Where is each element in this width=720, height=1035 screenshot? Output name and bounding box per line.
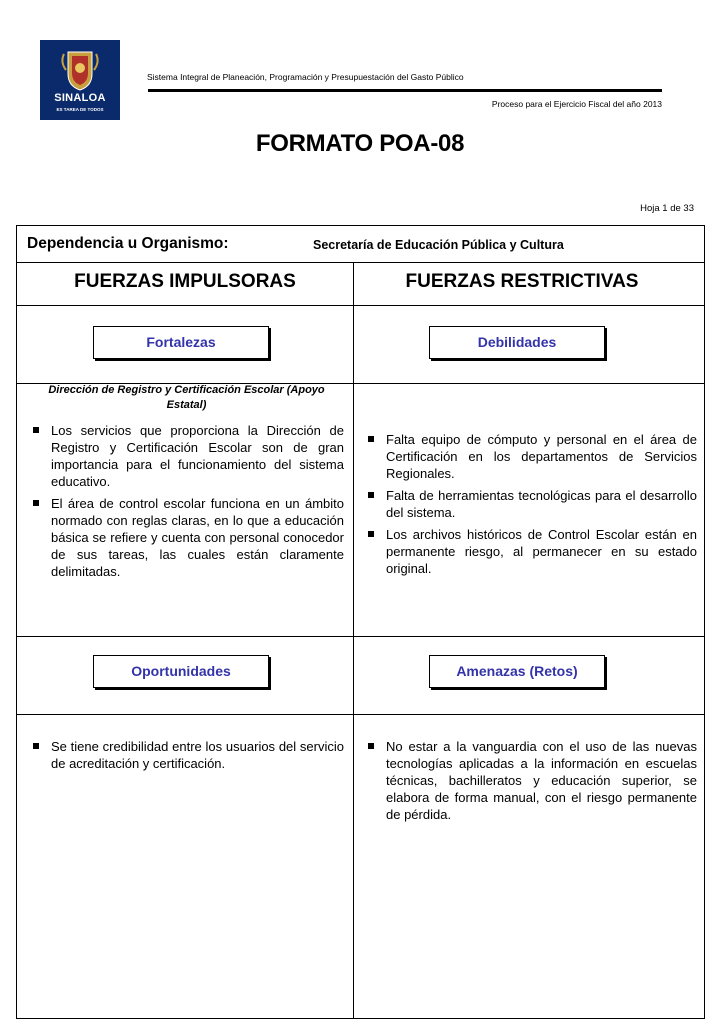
threats-box: Amenazas (Retos) [429,655,605,688]
list-item: No estar a la vanguardia con el uso de las nuevas tecnologías aplicadas a la información en escuelas técnicas, bachilleratos y educación superior, se elabora de forma manual, con el riesgo permanente de pérdida. [364,738,697,823]
weaknesses-box: Debilidades [429,326,605,359]
poa-form-table [16,225,705,1019]
list-item: Los archivos históricos de Control Escolar están en permanente riesgo, al permanecer en su estado original. [364,526,697,577]
page-indicator: Hoja 1 de 33 [640,203,694,214]
row-divider [17,714,704,715]
system-name: Sistema Integral de Planeación, Programación y Presupuestación del Gasto Público [147,72,464,82]
opportunities-list [29,738,344,777]
list-item: El área de control escolar funciona en un ámbito normado con reglas claras, en lo que a educación básica se refiere y cuenta con personal conocedor de sus tareas, las cuales están claramente delimitadas. [29,495,344,580]
opportunities-box: Oportunidades [93,655,269,688]
threats-list [364,738,697,828]
list-item: Se tiene credibilidad entre los usuarios del servicio de acreditación y certificación. [29,738,344,772]
logo-tagline: ES TAREA DE TODOS [56,107,104,112]
dependency-label: Dependencia u Organismo: [27,235,229,252]
process-year: Proceso para el Ejercicio Fiscal del año 2013 [491,99,662,109]
row-divider [17,262,704,263]
column-divider [353,262,354,1019]
list-item: Falta equipo de cómputo y personal en el área de Certificación en los departamentos de Servicios Regionales. [364,431,697,482]
header-divider [148,89,662,92]
logo-name: SINALOA [54,92,106,104]
strengths-heading: Dirección de Registro y Certificación Escolar (Apoyo Estatal) [48,384,325,411]
driving-forces-heading: FUERZAS IMPULSORAS [74,271,296,292]
strengths-list [29,422,344,585]
row-divider [17,636,704,637]
page-title: FORMATO POA-08 [255,130,465,157]
dependency-value: Secretaría de Educación Pública y Cultura [313,238,564,252]
restraining-forces-heading: FUERZAS RESTRICTIVAS [405,271,639,292]
weaknesses-list [364,431,697,582]
list-item: Los servicios que proporciona la Dirección de Registro y Certificación Escolar son de gran importancia para el funcionamiento del sistema educativo. [29,422,344,490]
row-divider [17,305,704,306]
sinaloa-logo [40,40,120,120]
list-item: Falta de herramientas tecnológicas para el desarrollo del sistema. [364,487,697,521]
strengths-box: Fortalezas [93,326,269,359]
